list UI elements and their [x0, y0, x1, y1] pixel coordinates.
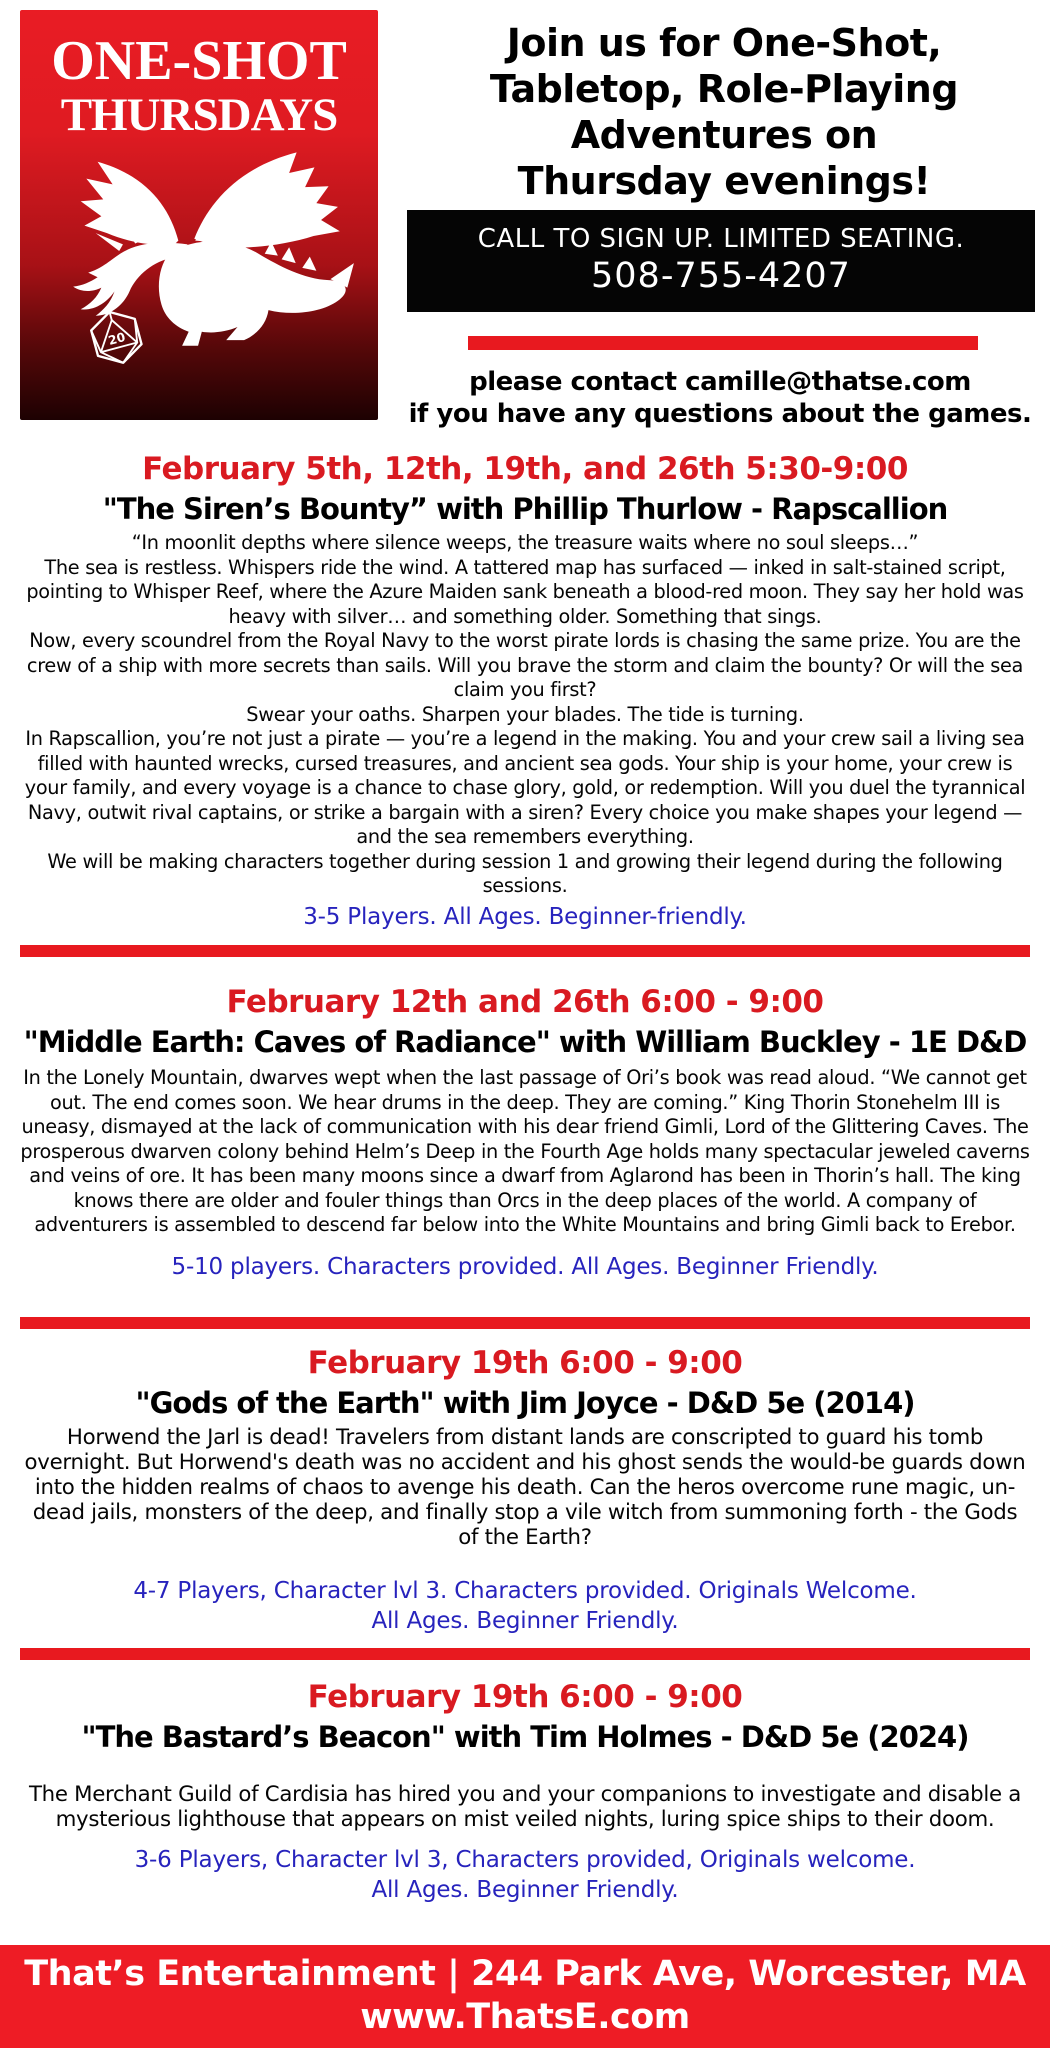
event-title: "Middle Earth: Caves of Radiance" with William Buckley - 1E D&D	[23, 1025, 1027, 1059]
event-date: February 19th 6:00 - 9:00	[307, 1679, 743, 1715]
meta-line: 4-7 Players, Character lvl 3. Characters provided. Originals Welcome.	[133, 1578, 917, 1604]
store-website: www.ThatsE.com	[360, 1997, 690, 2037]
event-description	[20, 1066, 1030, 1238]
meta-line: All Ages. Beginner Friendly.	[371, 1877, 679, 1903]
call-to-sign-up-box	[407, 210, 1035, 312]
event-description	[20, 1425, 1030, 1550]
phone-number: 508-755-4207	[591, 256, 851, 296]
body-paragraph: The sea is restless. Whispers ride the wind. A tattered map has surfaced — inked in salt-stained script, pointing to Whisper Reef, where the Azure Maiden sank beneath a blood-red moon. They say her hold was heavy with silver… and something older. Something that sings.	[26, 555, 1024, 628]
event-player-info	[20, 1845, 1030, 1905]
intro-headline	[400, 20, 1048, 204]
meta-line: 3-5 Players. All Ages. Beginner-friendly.	[303, 903, 747, 930]
logo-title-thursdays: THURSDAYS	[60, 89, 338, 141]
body-paragraph: The Merchant Guild of Cardisia has hired you and your companions to investigate and disable a mysterious lighthouse that appears on mist veiled nights, luring spice ships to their doom.	[28, 1782, 1022, 1832]
body-paragraph: In the Lonely Mountain, dwarves wept when the last passage of Ori’s book was read aloud. “We cannot get out. The end comes soon. We hear drums in the deep. They are coming.” King Thorin Stonehelm III is uneasy, dismayed at the lack of communication with his dear friend Gimli, Lord of the Glittering Caves. The prosperous dwarven colony behind Helm’s Deep in the Fourth Age holds many spectacular jeweled caverns and veins of ore. It has been many moons since a dwarf from Aglarond has been in Thorin’s hall. The king knows there are older and fouler things than Orcs in the deep places of the world. A company of adventurers is assembled to descend far below into the White Mountains and bring Gimli back to Erebor.	[20, 1066, 1030, 1236]
event-date: February 12th and 26th 6:00 - 9:00	[226, 984, 824, 1020]
section-divider	[20, 945, 1030, 957]
logo-box	[20, 10, 378, 420]
meta-line: 5-10 players. Characters provided. All Ages. Beginner Friendly.	[171, 1253, 879, 1280]
call-instruction: CALL TO SIGN UP. LIMITED SEATING.	[477, 224, 965, 254]
contact-note	[390, 366, 1050, 430]
section-divider	[20, 1648, 1030, 1660]
body-paragraph: In Rapscallion, you’re not just a pirate — you’re a legend in the making. You and your crew sail a living sea filled with haunted wrecks, cursed treasures, and ancient sea gods. Your ship is your home, your crew is your family, and every voyage is a chance to chase glory, gold, or redemption. Will you duel the tyrannical Navy, outwit rival captains, or strike a bargain with a siren? Every choice you make shapes your legend — and the sea remembers everything.	[24, 727, 1026, 848]
event-date: February 19th 6:00 - 9:00	[307, 1345, 743, 1381]
section-divider	[20, 1317, 1030, 1329]
contact-line: please contact camille@thatse.com	[469, 367, 971, 397]
event-section-gods-of-the-earth	[20, 1344, 1030, 1636]
contact-line: if you have any questions about the games.	[408, 399, 1032, 429]
event-date: February 5th, 12th, 19th, and 26th 5:30-9:00	[142, 451, 908, 487]
meta-line: All Ages. Beginner Friendly.	[371, 1608, 679, 1634]
event-player-info	[20, 902, 1030, 932]
intro-line: Thursday evenings!	[517, 159, 931, 203]
event-description	[20, 531, 1030, 899]
event-section-sirens-bounty	[20, 450, 1030, 932]
intro-line: Adventures on	[570, 113, 878, 157]
footer-banner	[0, 1945, 1050, 2048]
meta-line: 3-6 Players, Character lvl 3, Characters provided, Originals welcome.	[134, 1847, 916, 1873]
body-paragraph: Horwend the Jarl is dead! Travelers from distant lands are conscripted to guard his tomb overnight. But Horwend's death was no accident and his ghost sends the would-be guards down into the hidden realms of chaos to avenge his death. Can the heros overcome rune magic, un-dead jails, monsters of the deep, and finally stop a vile witch from summoning forth - the Gods of the Earth?	[24, 1425, 1026, 1550]
event-section-caves-of-radiance	[20, 983, 1030, 1282]
logo-title-one-shot: ONE-SHOT	[51, 30, 347, 92]
intro-line: Tabletop, Role-Playing	[489, 67, 959, 111]
event-player-info	[20, 1252, 1030, 1282]
header-red-bar	[468, 336, 978, 350]
body-paragraph: Swear your oaths. Sharpen your blades. The tide is turning.	[246, 702, 804, 726]
dragon-silhouette	[73, 152, 354, 345]
dragon-with-d20-icon	[20, 142, 378, 394]
d20-number: 20	[106, 329, 127, 348]
event-title: "The Siren’s Bounty” with Phillip Thurlow - Rapscallion	[102, 492, 948, 526]
event-title: "The Bastard’s Beacon" with Tim Holmes - D&D 5e (2024)	[81, 1720, 969, 1754]
event-description	[20, 1782, 1030, 1832]
event-player-info	[20, 1576, 1030, 1636]
body-paragraph: Now, every scoundrel from the Royal Navy to the worst pirate lords is chasing the same prize. You are the crew of a ship with more secrets than sails. Will you brave the storm and claim the bounty? Or will the sea claim you first?	[26, 629, 1024, 701]
event-title: "Gods of the Earth" with Jim Joyce - D&D 5e (2014)	[135, 1386, 915, 1420]
body-paragraph: We will be making characters together during session 1 and growing their legend during the following sessions.	[47, 849, 1003, 897]
store-name-address: That’s Entertainment | 244 Park Ave, Worcester, MA	[24, 1954, 1026, 1994]
body-paragraph: “In moonlit depths where silence weeps, the treasure waits where no soul sleeps…”	[131, 531, 919, 554]
intro-line: Join us for One-Shot,	[506, 21, 942, 65]
event-section-bastards-beacon	[20, 1678, 1030, 1905]
